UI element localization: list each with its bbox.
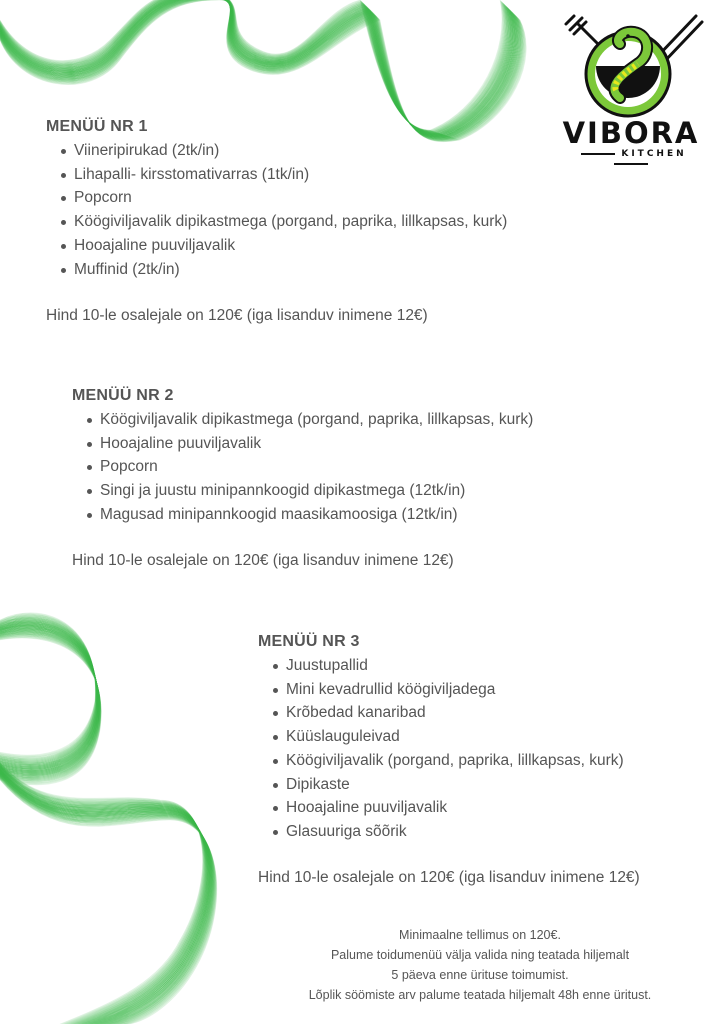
ribbon-line — [0, 637, 216, 1024]
ribbon-line — [0, 0, 511, 134]
ribbon-line — [0, 624, 209, 1024]
ribbon-line — [0, 634, 214, 1024]
ribbon-line — [0, 626, 210, 1024]
menu-title: MENÜÜ NR 2 — [72, 387, 174, 404]
brand-name: VIBORA — [562, 116, 700, 150]
ribbon-line — [0, 0, 506, 132]
menu-section-1 — [46, 117, 507, 327]
brand-subtitle-text: KITCHEN — [621, 149, 687, 159]
ribbon-line — [0, 0, 512, 135]
ribbon-line — [0, 619, 206, 1024]
menu-item: Hooajaline puuviljavalik — [72, 432, 533, 456]
ribbon-line — [0, 620, 207, 1024]
ribbon-line — [0, 0, 512, 134]
ribbon-line — [0, 623, 208, 1024]
note-line: Palume toidumenüü välja valida ning teatada hiljemalt — [330, 948, 630, 962]
ribbon-line — [0, 0, 503, 131]
menu-item: Magusad minipannkoogid maasikamoosiga (12tk/in) — [72, 503, 533, 527]
ribbon-line — [0, 0, 506, 132]
ribbon-line — [0, 0, 507, 132]
menu-item: Popcorn — [46, 186, 507, 210]
menu-item: Dipikaste — [258, 773, 640, 797]
ribbon-line — [0, 0, 516, 136]
ribbon-line — [0, 0, 515, 136]
ribbon-line — [0, 622, 207, 1024]
menu-item: Muffinid (2tk/in) — [46, 258, 507, 282]
ribbon-line — [0, 635, 215, 1024]
ribbon-line — [0, 0, 504, 131]
ribbon-line — [0, 620, 206, 1024]
ribbon-line — [0, 0, 502, 130]
ribbon-line — [0, 636, 215, 1024]
ribbon-line — [0, 0, 506, 132]
ribbon-line — [0, 0, 503, 130]
ribbon-line — [0, 0, 507, 132]
order-notes — [270, 925, 690, 1005]
ribbon-line — [0, 619, 206, 1024]
ribbon-line — [0, 632, 213, 1024]
ribbon-line — [0, 616, 204, 1024]
ribbon-line — [0, 618, 205, 1024]
menu-price: Hind 10-le osalejale on 120€ (iga lisanduv inimene 12€) — [72, 551, 454, 569]
ribbon-line — [0, 622, 208, 1024]
ribbon-line — [0, 0, 508, 133]
menu-item: Köögiviljavalik dipikastmega (porgand, paprika, lillkapsas, kurk) — [46, 210, 507, 234]
ribbon-line — [0, 0, 513, 135]
ribbon-line — [0, 632, 213, 1024]
ribbon-line — [0, 613, 203, 1024]
menu-item: Köögiviljavalik (porgand, paprika, lillkapsas, kurk) — [258, 749, 640, 773]
menu-item: Lihapalli- kirsstomativarras (1tk/in) — [46, 163, 507, 187]
menu-title: MENÜÜ NR 1 — [46, 118, 148, 135]
ribbon-line — [0, 0, 508, 133]
ribbon-line — [0, 631, 212, 1024]
menu-item: Hooajaline puuviljavalik — [258, 796, 640, 820]
ribbon-line — [0, 630, 212, 1024]
ribbon-line — [0, 0, 507, 132]
ribbon-line — [0, 631, 213, 1024]
menu-item: Singi ja juustu minipannkoogid dipikastmega (12tk/in) — [72, 479, 533, 503]
ribbon-line — [0, 638, 217, 1024]
brand-subtitle — [556, 149, 706, 169]
ribbon-line — [0, 629, 211, 1024]
ribbon-line — [0, 621, 207, 1024]
ribbon-line — [0, 623, 208, 1024]
ribbon-line — [0, 628, 211, 1024]
ribbon-line — [0, 615, 204, 1024]
ribbon-line — [0, 0, 511, 134]
ribbon-line — [0, 623, 208, 1024]
ribbon-line — [0, 617, 205, 1024]
ribbon-line — [0, 0, 509, 133]
ribbon-line — [0, 0, 504, 131]
menu-section-2 — [72, 386, 533, 572]
ribbon-line — [0, 0, 505, 131]
note-line: Minimaalne tellimus on 120€. — [399, 928, 561, 942]
ribbon-line — [0, 0, 510, 133]
ribbon-line — [0, 0, 505, 131]
ribbon-line — [0, 634, 214, 1024]
menu-item: Popcorn — [72, 455, 533, 479]
ribbon-line — [0, 0, 512, 135]
ribbon-line — [0, 629, 212, 1024]
ribbon-line — [0, 633, 214, 1024]
ribbon-line — [0, 613, 203, 1024]
menu-item: Glasuuriga sõõrik — [258, 820, 640, 844]
menu-item: Juustupallid — [258, 654, 640, 678]
ribbon-line — [0, 0, 514, 136]
menu-items-list — [46, 139, 507, 281]
ribbon-line — [0, 0, 502, 130]
ribbon-line — [0, 620, 206, 1024]
ribbon-bottom-decoration — [0, 613, 217, 1024]
ribbon-line — [0, 636, 216, 1024]
ribbon-line — [0, 0, 513, 135]
ribbon-line — [0, 621, 207, 1024]
ribbon-line — [0, 0, 514, 135]
menu-items-list — [258, 654, 640, 844]
ribbon-line — [0, 638, 217, 1024]
menu-item: Hooajaline puuviljavalik — [46, 234, 507, 258]
ribbon-line — [0, 627, 210, 1024]
ribbon-line — [0, 625, 209, 1024]
note-line: 5 päeva enne ürituse toimumist. — [391, 968, 569, 982]
ribbon-line — [0, 632, 213, 1024]
ribbon-line — [0, 617, 205, 1024]
ribbon-line — [0, 625, 209, 1024]
ribbon-line — [0, 626, 210, 1024]
note-line: Lõplik söömiste arv palume teatada hiljemalt 48h enne üritust. — [308, 988, 652, 1002]
ribbon-line — [0, 0, 504, 131]
ribbon-line — [0, 634, 215, 1024]
ribbon-line — [0, 626, 210, 1024]
ribbon-line — [0, 630, 212, 1024]
ribbon-line — [0, 616, 204, 1024]
snake-bowl-icon — [556, 10, 706, 120]
ribbon-line — [0, 614, 203, 1024]
ribbon-line — [0, 627, 210, 1024]
ribbon-line — [0, 629, 211, 1024]
menu-item: Viineripirukad (2tk/in) — [46, 139, 507, 163]
menu-price: Hind 10-le osalejale on 120€ (iga lisanduv inimene 12€) — [258, 868, 640, 886]
menu-item: Mini kevadrullid köögiviljadega — [258, 678, 640, 702]
menu-section-3 — [258, 632, 640, 889]
ribbon-line — [0, 0, 515, 136]
ribbon-line — [0, 0, 510, 134]
ribbon-line — [0, 0, 515, 136]
ribbon-line — [0, 0, 510, 134]
menu-title: MENÜÜ NR 3 — [258, 633, 360, 650]
menu-item: Krõbedad kanaribad — [258, 701, 640, 725]
ribbon-line — [0, 628, 211, 1024]
ribbon-line — [0, 636, 216, 1024]
ribbon-line — [0, 637, 216, 1024]
vibora-kitchen-logo — [556, 10, 706, 160]
ribbon-line — [0, 614, 203, 1024]
ribbon-line — [0, 624, 209, 1024]
menu-price: Hind 10-le osalejale on 120€ (iga lisanduv inimene 12€) — [46, 307, 428, 325]
ribbon-line — [0, 635, 215, 1024]
menu-items-list — [72, 408, 533, 527]
menu-item: Küüslauguleivad — [258, 725, 640, 749]
ribbon-line — [0, 616, 204, 1024]
ribbon-line — [0, 615, 204, 1024]
ribbon-line — [0, 0, 509, 133]
ribbon-line — [0, 618, 205, 1024]
ribbon-line — [0, 633, 214, 1024]
menu-item: Köögiviljavalik dipikastmega (porgand, paprika, lillkapsas, kurk) — [72, 408, 533, 432]
